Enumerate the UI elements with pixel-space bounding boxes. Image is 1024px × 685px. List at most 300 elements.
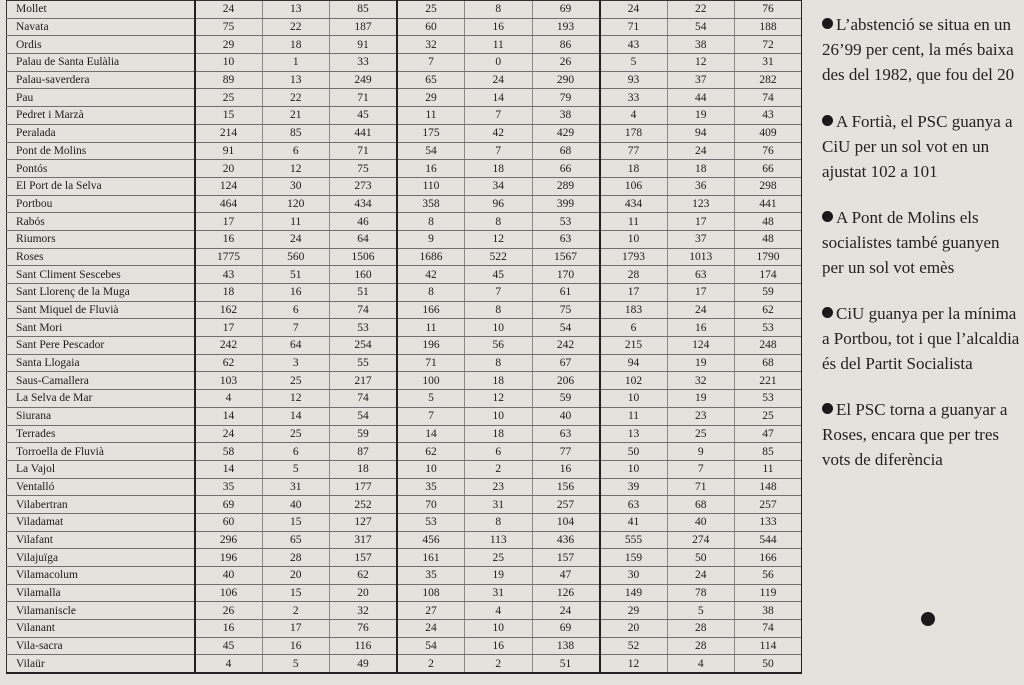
table-row [7,319,803,337]
vote-count-cell: 93 [600,71,668,89]
vote-count-cell: 4 [195,655,263,673]
vote-count-cell: 12 [262,390,330,408]
vote-count-cell: 206 [532,372,600,390]
vote-count-cell: 254 [330,337,398,355]
vote-count-cell: 61 [532,284,600,302]
vote-count-cell: 87 [330,443,398,461]
vote-count-cell: 1793 [600,248,668,266]
note-text: A Fortià, el PSC guanya a CiU per un sol vot en un ajustat 102 a 101 [822,112,1013,181]
bullet-dot-icon [822,307,833,318]
vote-count-cell: 69 [532,620,600,638]
vote-count-cell: 62 [330,567,398,585]
vote-count-cell: 11 [397,319,465,337]
vote-count-cell: 91 [195,142,263,160]
vote-count-cell: 24 [195,1,263,19]
vote-count-cell: 53 [330,319,398,337]
vote-count-cell: 6 [465,443,533,461]
vote-count-cell: 22 [262,89,330,107]
vote-count-cell: 108 [397,584,465,602]
vote-count-cell: 64 [330,230,398,248]
results-table-container [6,0,802,679]
table-row [7,36,803,54]
vote-count-cell: 77 [600,142,668,160]
vote-count-cell: 1506 [330,248,398,266]
municipality-cell: Sant Mori [7,319,195,337]
table-row [7,602,803,620]
vote-count-cell: 55 [330,354,398,372]
vote-count-cell: 10 [465,620,533,638]
vote-count-cell: 1686 [397,248,465,266]
vote-count-cell: 45 [465,266,533,284]
vote-count-cell: 6 [262,443,330,461]
vote-count-cell: 560 [262,248,330,266]
vote-count-cell: 4 [195,390,263,408]
note-text: L’abstenció se situa en un 26’99 per cent, la més baixa des del 1982, que fou del 20 [822,15,1015,84]
vote-count-cell: 6 [600,319,668,337]
vote-count-cell: 85 [262,124,330,142]
vote-count-cell: 274 [667,531,735,549]
vote-count-cell: 62 [195,354,263,372]
vote-count-cell: 17 [600,284,668,302]
vote-count-cell: 464 [195,195,263,213]
vote-count-cell: 25 [262,372,330,390]
vote-count-cell: 3 [262,354,330,372]
vote-count-cell: 196 [195,549,263,567]
vote-count-cell: 196 [397,337,465,355]
vote-count-cell: 32 [667,372,735,390]
table-row [7,177,803,195]
vote-count-cell: 18 [465,160,533,178]
vote-count-cell: 16 [532,460,600,478]
vote-count-cell: 24 [532,602,600,620]
vote-count-cell: 429 [532,124,600,142]
municipality-cell: Pedret i Marzà [7,107,195,125]
vote-count-cell: 46 [330,213,398,231]
vote-count-cell: 6 [262,142,330,160]
vote-count-cell: 54 [330,407,398,425]
municipality-cell: Sant Miquel de Fluvià [7,301,195,319]
vote-count-cell: 28 [262,549,330,567]
vote-count-cell: 16 [195,620,263,638]
vote-count-cell: 75 [195,18,263,36]
vote-count-cell: 86 [532,36,600,54]
municipality-cell: Ventalló [7,478,195,496]
vote-count-cell: 7 [397,407,465,425]
vote-count-cell: 54 [667,18,735,36]
vote-count-cell: 19 [667,107,735,125]
vote-count-cell: 74 [735,89,803,107]
vote-count-cell: 436 [532,531,600,549]
vote-count-cell: 24 [262,230,330,248]
vote-count-cell: 35 [397,567,465,585]
municipality-cell: La Selva de Mar [7,390,195,408]
vote-count-cell: 11 [735,460,803,478]
vote-count-cell: 7 [667,460,735,478]
vote-count-cell: 89 [195,71,263,89]
vote-count-cell: 32 [397,36,465,54]
table-row [7,584,803,602]
vote-count-cell: 48 [735,213,803,231]
municipality-cell: Roses [7,248,195,266]
vote-count-cell: 54 [532,319,600,337]
table-row [7,425,803,443]
vote-count-cell: 7 [465,107,533,125]
table-row [7,443,803,461]
vote-count-cell: 149 [600,584,668,602]
vote-count-cell: 47 [735,425,803,443]
table-row [7,301,803,319]
table-row [7,248,803,266]
vote-count-cell: 1567 [532,248,600,266]
table-row [7,567,803,585]
municipality-cell: El Port de la Selva [7,177,195,195]
vote-count-cell: 22 [667,1,735,19]
vote-count-cell: 56 [465,337,533,355]
vote-count-cell: 249 [330,71,398,89]
note-text: A Pont de Molins els socialistes també guanyen per un sol vot emès [822,208,1000,277]
vote-count-cell: 9 [667,443,735,461]
vote-count-cell: 18 [465,372,533,390]
vote-count-cell: 17 [195,213,263,231]
results-table [6,0,802,674]
vote-count-cell: 68 [532,142,600,160]
vote-count-cell: 26 [195,602,263,620]
vote-count-cell: 52 [600,637,668,655]
vote-count-cell: 12 [465,390,533,408]
vote-count-cell: 66 [735,160,803,178]
vote-count-cell: 14 [397,425,465,443]
vote-count-cell: 91 [330,36,398,54]
vote-count-cell: 8 [465,213,533,231]
vote-count-cell: 75 [330,160,398,178]
vote-count-cell: 10 [195,54,263,72]
vote-count-cell: 7 [397,54,465,72]
vote-count-cell: 157 [532,549,600,567]
vote-count-cell: 544 [735,531,803,549]
vote-count-cell: 22 [262,18,330,36]
municipality-cell: Pontós [7,160,195,178]
vote-count-cell: 24 [195,425,263,443]
note-portbou [822,301,1022,376]
vote-count-cell: 175 [397,124,465,142]
table-row [7,284,803,302]
municipality-cell: Pont de Molins [7,142,195,160]
vote-count-cell: 24 [600,1,668,19]
municipality-cell: Vilaür [7,655,195,673]
municipality-cell: Navata [7,18,195,36]
vote-count-cell: 54 [397,637,465,655]
vote-count-cell: 74 [735,620,803,638]
vote-count-cell: 114 [735,637,803,655]
bullet-dot-icon [822,18,833,29]
vote-count-cell: 18 [465,425,533,443]
vote-count-cell: 24 [397,620,465,638]
vote-count-cell: 317 [330,531,398,549]
municipality-cell: Vilafant [7,531,195,549]
vote-count-cell: 214 [195,124,263,142]
vote-count-cell: 296 [195,531,263,549]
vote-count-cell: 116 [330,637,398,655]
vote-count-cell: 11 [600,407,668,425]
vote-count-cell: 50 [735,655,803,673]
vote-count-cell: 19 [667,354,735,372]
vote-count-cell: 434 [600,195,668,213]
vote-count-cell: 289 [532,177,600,195]
table-row [7,655,803,673]
vote-count-cell: 11 [465,36,533,54]
vote-count-cell: 159 [600,549,668,567]
vote-count-cell: 56 [735,567,803,585]
vote-count-cell: 67 [532,354,600,372]
vote-count-cell: 124 [667,337,735,355]
vote-count-cell: 20 [262,567,330,585]
municipality-cell: Vilamalla [7,584,195,602]
municipality-cell: Ordis [7,36,195,54]
vote-count-cell: 123 [667,195,735,213]
table-row [7,531,803,549]
vote-count-cell: 71 [600,18,668,36]
table-row [7,89,803,107]
vote-count-cell: 522 [465,248,533,266]
table-row [7,478,803,496]
vote-count-cell: 29 [600,602,668,620]
vote-count-cell: 18 [195,284,263,302]
vote-count-cell: 174 [735,266,803,284]
vote-count-cell: 25 [735,407,803,425]
vote-count-cell: 16 [195,230,263,248]
vote-count-cell: 170 [532,266,600,284]
vote-count-cell: 17 [667,213,735,231]
vote-count-cell: 50 [667,549,735,567]
vote-count-cell: 4 [465,602,533,620]
vote-count-cell: 53 [532,213,600,231]
vote-count-cell: 14 [195,460,263,478]
vote-count-cell: 36 [667,177,735,195]
vote-count-cell: 23 [667,407,735,425]
table-row [7,354,803,372]
table-row [7,124,803,142]
vote-count-cell: 156 [532,478,600,496]
vote-count-cell: 58 [195,443,263,461]
vote-count-cell: 25 [195,89,263,107]
table-row [7,372,803,390]
vote-count-cell: 17 [262,620,330,638]
municipality-cell: Rabós [7,213,195,231]
vote-count-cell: 10 [600,230,668,248]
vote-count-cell: 29 [397,89,465,107]
vote-count-cell: 10 [465,319,533,337]
vote-count-cell: 25 [465,549,533,567]
vote-count-cell: 51 [532,655,600,673]
table-row [7,496,803,514]
municipality-cell: Vilamaniscle [7,602,195,620]
table-row [7,142,803,160]
municipality-cell: La Vajol [7,460,195,478]
vote-count-cell: 85 [735,443,803,461]
vote-count-cell: 187 [330,18,398,36]
vote-count-cell: 38 [532,107,600,125]
vote-count-cell: 33 [600,89,668,107]
vote-count-cell: 104 [532,513,600,531]
vote-count-cell: 40 [532,407,600,425]
vote-count-cell: 20 [195,160,263,178]
municipality-cell: Palau de Santa Eulàlia [7,54,195,72]
vote-count-cell: 441 [735,195,803,213]
municipality-cell: Vilajuïga [7,549,195,567]
vote-count-cell: 42 [465,124,533,142]
table-row [7,620,803,638]
vote-count-cell: 12 [600,655,668,673]
vote-count-cell: 5 [600,54,668,72]
vote-count-cell: 28 [667,620,735,638]
vote-count-cell: 17 [195,319,263,337]
vote-count-cell: 358 [397,195,465,213]
vote-count-cell: 18 [600,160,668,178]
vote-count-cell: 242 [532,337,600,355]
vote-count-cell: 16 [397,160,465,178]
table-row [7,549,803,567]
vote-count-cell: 76 [330,620,398,638]
vote-count-cell: 221 [735,372,803,390]
municipality-cell: Sant Climent Sescebes [7,266,195,284]
vote-count-cell: 53 [735,390,803,408]
municipality-cell: Viladamat [7,513,195,531]
vote-count-cell: 40 [667,513,735,531]
vote-count-cell: 138 [532,637,600,655]
table-row [7,18,803,36]
vote-count-cell: 441 [330,124,398,142]
vote-count-cell: 50 [600,443,668,461]
table-row [7,213,803,231]
vote-count-cell: 44 [667,89,735,107]
vote-count-cell: 14 [195,407,263,425]
vote-count-cell: 21 [262,107,330,125]
vote-count-cell: 71 [330,142,398,160]
vote-count-cell: 37 [667,71,735,89]
vote-count-cell: 27 [397,602,465,620]
vote-count-cell: 77 [532,443,600,461]
vote-count-cell: 75 [532,301,600,319]
vote-count-cell: 76 [735,1,803,19]
municipality-cell: Vila-sacra [7,637,195,655]
municipality-cell: Santa Llogaia [7,354,195,372]
vote-count-cell: 15 [262,584,330,602]
vote-count-cell: 69 [532,1,600,19]
vote-count-cell: 20 [600,620,668,638]
vote-count-cell: 71 [667,478,735,496]
vote-count-cell: 74 [330,390,398,408]
vote-count-cell: 18 [262,36,330,54]
vote-count-cell: 60 [195,513,263,531]
vote-count-cell: 119 [735,584,803,602]
vote-count-cell: 25 [397,1,465,19]
municipality-cell: Siurana [7,407,195,425]
table-row [7,230,803,248]
vote-count-cell: 63 [532,425,600,443]
vote-count-cell: 53 [735,319,803,337]
vote-count-cell: 96 [465,195,533,213]
vote-count-cell: 29 [195,36,263,54]
vote-count-cell: 28 [667,637,735,655]
vote-count-cell: 24 [667,567,735,585]
vote-count-cell: 25 [262,425,330,443]
vote-count-cell: 4 [667,655,735,673]
vote-count-cell: 19 [667,390,735,408]
vote-count-cell: 63 [667,266,735,284]
vote-count-cell: 160 [330,266,398,284]
vote-count-cell: 8 [397,213,465,231]
municipality-cell: Palau-saverdera [7,71,195,89]
vote-count-cell: 49 [330,655,398,673]
vote-count-cell: 25 [667,425,735,443]
vote-count-cell: 54 [397,142,465,160]
notes-column [822,12,1022,493]
vote-count-cell: 148 [735,478,803,496]
vote-count-cell: 133 [735,513,803,531]
vote-count-cell: 127 [330,513,398,531]
vote-count-cell: 16 [667,319,735,337]
vote-count-cell: 18 [667,160,735,178]
vote-count-cell: 1 [262,54,330,72]
vote-count-cell: 5 [397,390,465,408]
bullet-dot-icon [822,211,833,222]
vote-count-cell: 273 [330,177,398,195]
vote-count-cell: 188 [735,18,803,36]
municipality-cell: Vilamacolum [7,567,195,585]
vote-count-cell: 10 [465,407,533,425]
vote-count-cell: 66 [532,160,600,178]
vote-count-cell: 10 [600,390,668,408]
vote-count-cell: 157 [330,549,398,567]
table-row [7,460,803,478]
vote-count-cell: 248 [735,337,803,355]
vote-count-cell: 51 [262,266,330,284]
vote-count-cell: 31 [735,54,803,72]
table-row [7,54,803,72]
vote-count-cell: 38 [667,36,735,54]
municipality-cell: Vilabertran [7,496,195,514]
vote-count-cell: 8 [465,513,533,531]
municipality-cell: Mollet [7,1,195,19]
vote-count-cell: 7 [465,142,533,160]
vote-count-cell: 8 [465,354,533,372]
vote-count-cell: 5 [667,602,735,620]
vote-count-cell: 13 [262,1,330,19]
vote-count-cell: 7 [262,319,330,337]
vote-count-cell: 242 [195,337,263,355]
bullet-dot-icon [822,115,833,126]
vote-count-cell: 193 [532,18,600,36]
vote-count-cell: 43 [735,107,803,125]
vote-count-cell: 18 [330,460,398,478]
vote-count-cell: 63 [532,230,600,248]
vote-count-cell: 100 [397,372,465,390]
vote-count-cell: 68 [667,496,735,514]
vote-count-cell: 24 [667,142,735,160]
vote-count-cell: 20 [330,584,398,602]
vote-count-cell: 298 [735,177,803,195]
vote-count-cell: 37 [667,230,735,248]
municipality-cell: Portbou [7,195,195,213]
vote-count-cell: 48 [735,230,803,248]
table-row [7,71,803,89]
vote-count-cell: 60 [397,18,465,36]
vote-count-cell: 31 [262,478,330,496]
table-row [7,407,803,425]
table-row [7,266,803,284]
note-text: CiU guanya per la mínima a Portbou, tot i que l’alcaldia és del Partit Socialista [822,304,1020,373]
vote-count-cell: 110 [397,177,465,195]
